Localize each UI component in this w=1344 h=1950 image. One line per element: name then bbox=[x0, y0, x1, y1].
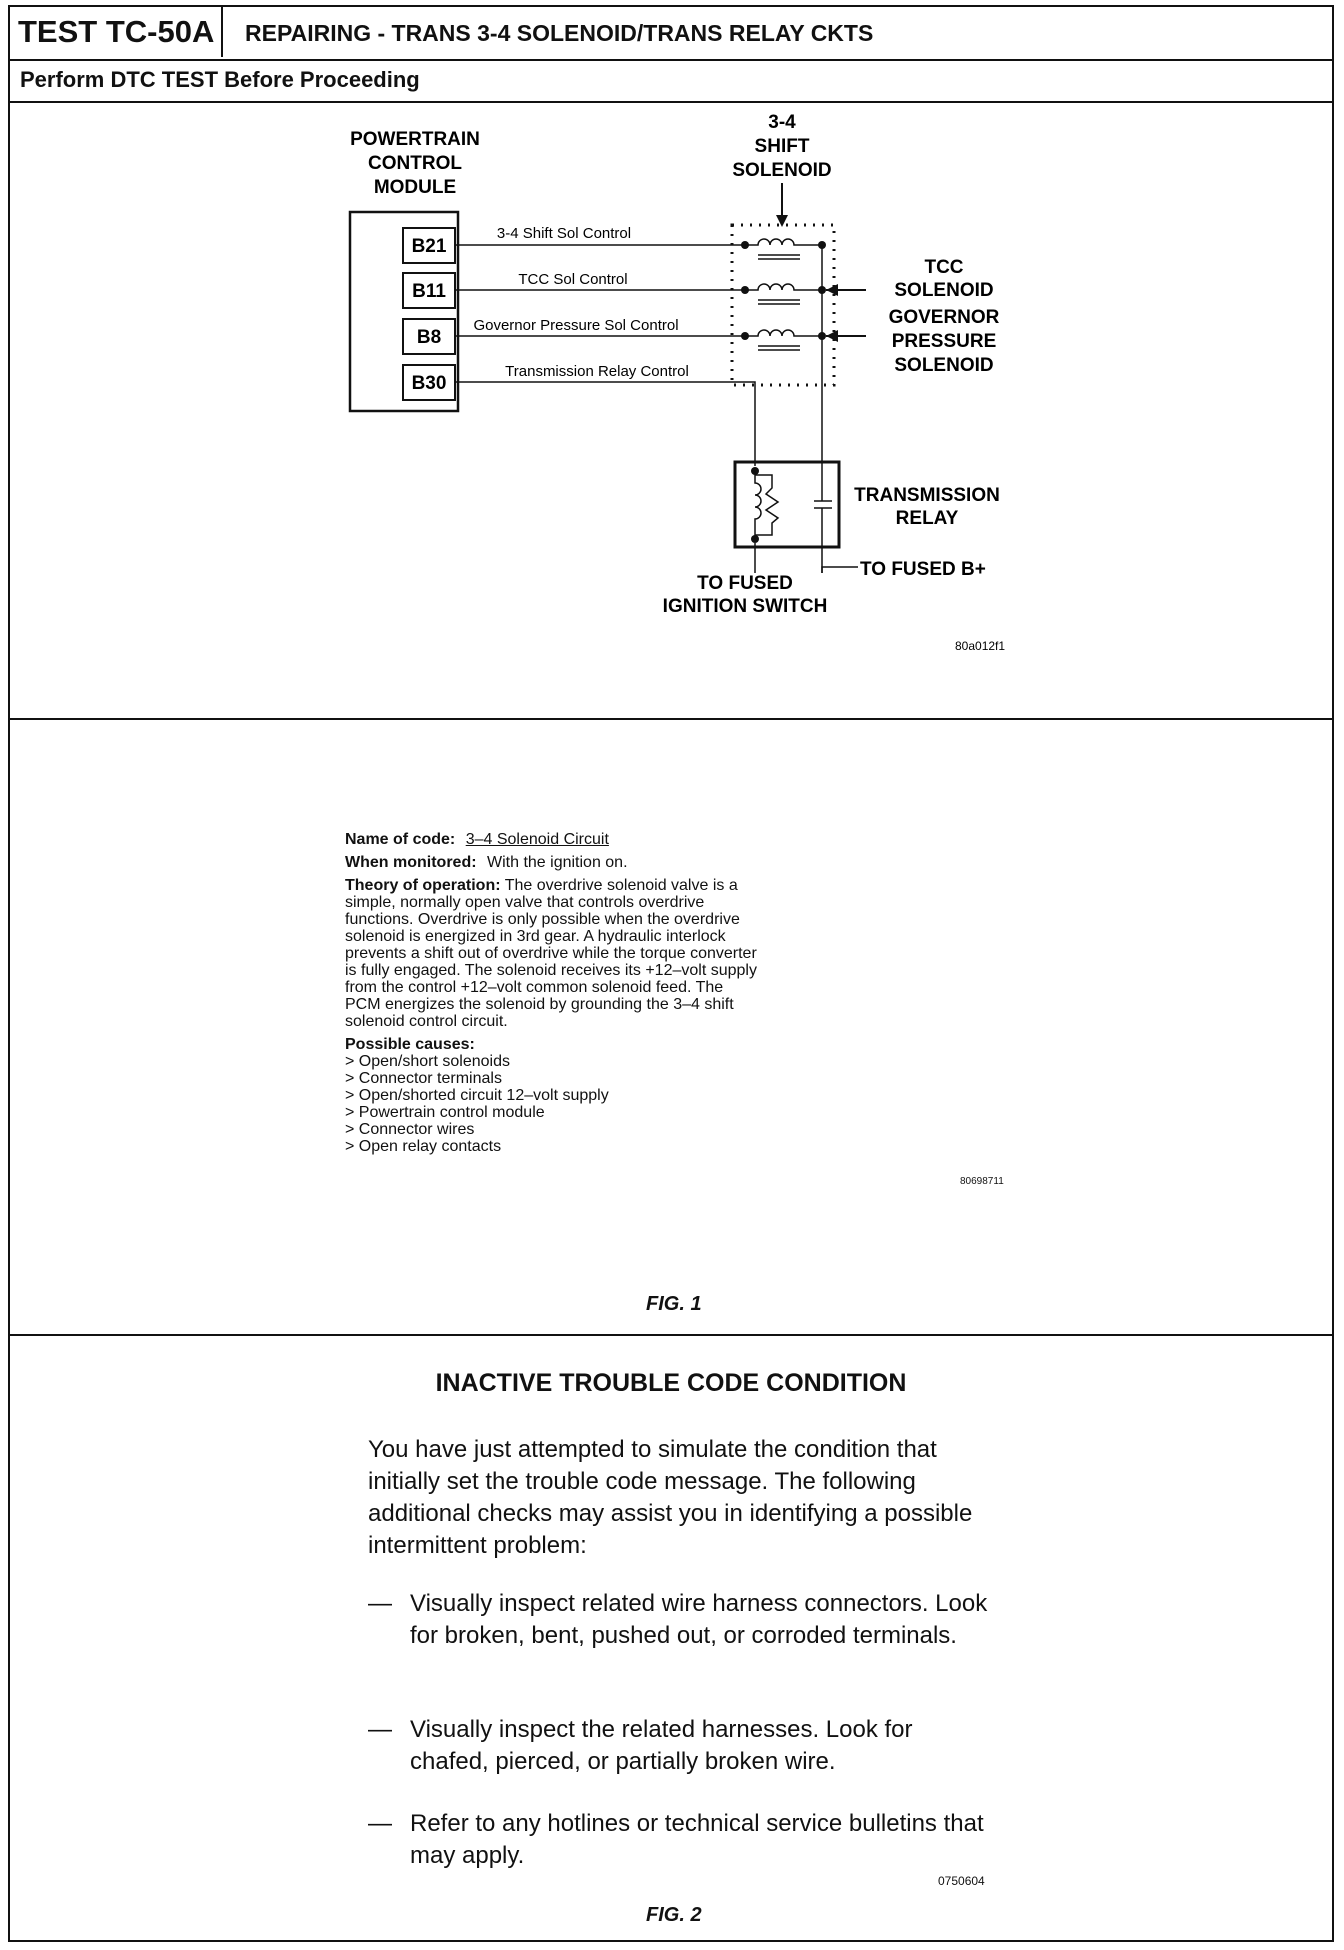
cause-4: > Connector wires bbox=[345, 1121, 475, 1138]
pin-b21: B21 bbox=[411, 236, 447, 257]
check-text-3: Refer to any hotlines or technical service bulletins that may apply. bbox=[410, 1810, 984, 1869]
test-header bbox=[10, 7, 1332, 61]
check-item-1 bbox=[368, 1588, 988, 1652]
check-item-3 bbox=[368, 1808, 988, 1872]
wire-relay-control bbox=[455, 382, 755, 466]
pcm-label-3: MODULE bbox=[373, 177, 457, 198]
inactive-ref: 0750604 bbox=[938, 1874, 985, 1888]
tcc-label-2: SOLENOID bbox=[894, 280, 994, 301]
dash-3: — bbox=[368, 1810, 392, 1837]
inactive-intro: You have just attempted to simulate the condition that initially set the trouble code message. The following additional checks may assist you in identifying a possible intermittent problem: bbox=[368, 1436, 973, 1559]
theory-line-0 bbox=[345, 877, 1045, 894]
solenoid-pack bbox=[732, 225, 834, 385]
theory-text-2: functions. Overdrive is only possible when the overdrive bbox=[345, 911, 740, 928]
relay-label-1: TRANSMISSION bbox=[854, 485, 1000, 506]
code-info-block bbox=[345, 831, 1045, 1155]
monitored-line bbox=[345, 854, 1045, 871]
wire-label-shift: 3-4 Shift Sol Control bbox=[496, 225, 632, 242]
tcc-label-1: TCC bbox=[924, 257, 964, 278]
diagram-ref: 80a012f1 bbox=[955, 639, 1006, 653]
relay-box bbox=[735, 462, 839, 547]
governor-solenoid-coil bbox=[741, 330, 826, 350]
theory-text-4: prevents a shift out of overdrive while the torque converter bbox=[345, 945, 757, 962]
shift-sol-label-2: SHIFT bbox=[754, 136, 810, 157]
pcm-label-1: POWERTRAIN bbox=[350, 129, 480, 150]
b-plus-feed-wire bbox=[822, 567, 858, 573]
relay-label-2: RELAY bbox=[895, 508, 959, 529]
cause-3: > Powertrain control module bbox=[345, 1104, 545, 1121]
code-info-section bbox=[10, 718, 1332, 1336]
theory-text-8: solenoid control circuit. bbox=[345, 1013, 508, 1030]
monitored-value: With the ignition on. bbox=[487, 854, 628, 871]
wire-label-governor: Governor Pressure Sol Control bbox=[473, 317, 679, 334]
cause-1: > Connector terminals bbox=[345, 1070, 502, 1087]
fused-b-label: TO FUSED B+ bbox=[860, 559, 986, 580]
check-text-2: Visually inspect the related harnesses. Look for chafed, pierced, or partially broken wire. bbox=[410, 1716, 913, 1775]
gov-arrowhead bbox=[826, 330, 838, 342]
test-subtitle: Perform DTC TEST Before Proceeding bbox=[10, 59, 1332, 103]
pin-b11: B11 bbox=[412, 281, 446, 302]
cause-5: > Open relay contacts bbox=[345, 1138, 502, 1155]
theory-label: Theory of operation: bbox=[345, 877, 501, 894]
tcc-arrowhead bbox=[826, 284, 838, 296]
name-of-code-line bbox=[345, 831, 1045, 848]
causes-label: Possible causes: bbox=[345, 1036, 475, 1053]
wire-label-relay: Transmission Relay Control bbox=[505, 363, 689, 380]
relay-internals bbox=[751, 467, 832, 573]
fig-1-caption: FIG. 1 bbox=[646, 1293, 702, 1315]
cause-2: > Open/shorted circuit 12–volt supply bbox=[345, 1087, 609, 1104]
theory-text-6: from the control +12–volt common solenoid feed. The bbox=[345, 979, 724, 996]
fused-ign-label-2: IGNITION SWITCH bbox=[662, 596, 828, 617]
inactive-code-section bbox=[10, 1334, 1332, 1940]
pin-b30: B30 bbox=[411, 373, 447, 394]
test-id: TEST TC-50A bbox=[10, 7, 223, 57]
pcm-label-2: CONTROL bbox=[368, 153, 462, 174]
shift-sol-label-1: 3-4 bbox=[768, 112, 796, 133]
monitored-label: When monitored: bbox=[345, 854, 477, 871]
theory-text-7: PCM energizes the solenoid by grounding the 3–4 shift bbox=[345, 996, 734, 1013]
theory-text-5: is fully engaged. The solenoid receives its +12–volt supply bbox=[345, 962, 757, 979]
name-label: Name of code: bbox=[345, 831, 456, 848]
theory-text-3: solenoid is energized in 3rd gear. A hydraulic interlock bbox=[345, 928, 726, 945]
gov-label-2: PRESSURE bbox=[891, 331, 997, 352]
theory-text-0: The overdrive solenoid valve is a bbox=[500, 877, 738, 894]
inactive-heading: INACTIVE TROUBLE CODE CONDITION bbox=[435, 1369, 907, 1397]
tcc-solenoid-coil bbox=[741, 284, 826, 304]
check-text-1: Visually inspect related wire harness connectors. Look for broken, bent, pushed out, or corroded terminals. bbox=[410, 1590, 988, 1649]
document-page bbox=[8, 5, 1334, 1942]
code-info-ref: 80698711 bbox=[960, 1176, 1004, 1187]
wiring-diagram-section bbox=[10, 103, 1332, 720]
theory-text-1: simple, normally open valve that controls overdrive bbox=[345, 894, 705, 911]
shift-sol-label-3: SOLENOID bbox=[732, 160, 832, 181]
name-value: 3–4 Solenoid Circuit bbox=[465, 831, 609, 848]
gov-label-1: GOVERNOR bbox=[888, 307, 1000, 328]
wire-label-tcc: TCC Sol Control bbox=[518, 271, 628, 288]
gov-label-3: SOLENOID bbox=[894, 355, 994, 376]
wiring-diagram bbox=[10, 103, 1332, 716]
shift-solenoid-coil bbox=[741, 239, 826, 259]
dash-1: — bbox=[368, 1590, 392, 1617]
fig-2-caption: FIG. 2 bbox=[646, 1904, 702, 1926]
dash-2: — bbox=[368, 1716, 392, 1743]
check-item-2 bbox=[368, 1714, 988, 1778]
test-title: REPAIRING - TRANS 3-4 SOLENOID/TRANS RELAY CKTS bbox=[245, 20, 874, 46]
fused-ign-label-1: TO FUSED bbox=[697, 573, 793, 594]
cause-0: > Open/short solenoids bbox=[345, 1053, 510, 1070]
pin-b8: B8 bbox=[416, 327, 442, 348]
